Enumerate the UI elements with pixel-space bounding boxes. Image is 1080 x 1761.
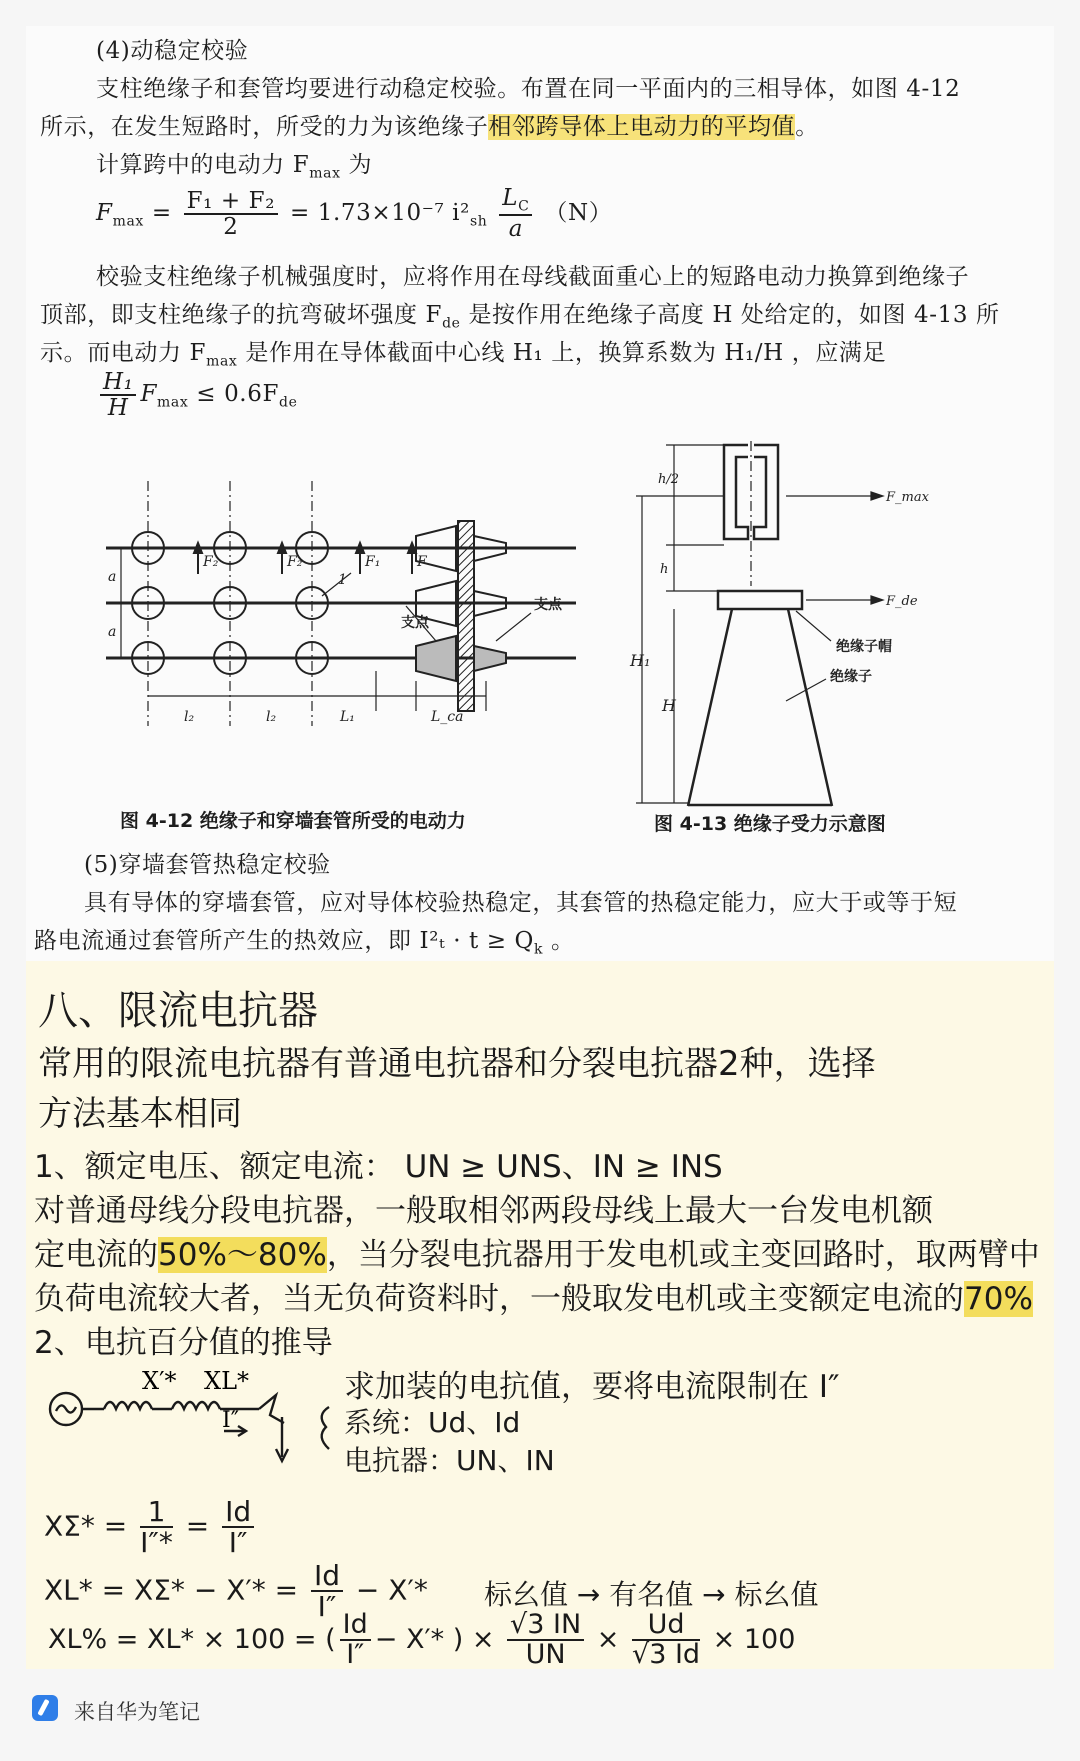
highlighted-phrase: 相邻跨导体上电动力的平均值 <box>488 114 796 140</box>
f2-rhs-sub: max <box>157 394 189 411</box>
f1-lhs-sub: max <box>112 213 144 230</box>
figure-4-12 <box>76 481 576 751</box>
f1-f2-den: a <box>508 216 524 243</box>
equation-3 <box>48 1611 795 1670</box>
figure-4-12-caption: 图 4-12 绝缘子和穿墙套管所受的电动力 <box>120 810 466 832</box>
equation-1 <box>44 1497 258 1558</box>
p3-l3-end: 是作用在导体截面中心线 H₁ 上，换算系数为 H₁/H ，应满足 <box>237 340 887 366</box>
notes-line-3: 1、额定电压、额定电流： UN ≥ UNS、IN ≥ INS <box>34 1149 723 1185</box>
label-fde: F_de <box>886 594 918 609</box>
label-H1: H₁ <box>630 651 651 670</box>
paragraph-3-line-3 <box>40 334 886 370</box>
f1-mid-sub: sh <box>469 213 488 230</box>
label-xl: XL* <box>204 1367 250 1395</box>
p2-text: 计算跨中的电动力 F <box>96 152 310 178</box>
conversion-note: 标幺值 → 有名值 → 标幺值 <box>484 1578 819 1611</box>
section-5-title: (5)穿墙套管热稳定校验 <box>84 852 331 878</box>
f2-rel: ≤ 0.6F <box>188 381 280 408</box>
p2-end: 为 <box>340 152 373 178</box>
footer-source[interactable] <box>26 1686 1054 1736</box>
label-h-half: h/2 <box>658 472 680 487</box>
label-l1: L₁ <box>340 709 355 725</box>
notes-line-7: 2、电抗百分值的推导 <box>34 1325 333 1361</box>
eq1-f2-num: Id <box>222 1497 254 1528</box>
label-lca: L_ca <box>431 709 464 725</box>
formula-fmax <box>96 186 612 242</box>
label-zhidian-2: 支点 <box>534 597 562 613</box>
eq3-end: × 100 <box>712 1623 796 1655</box>
label-h: h <box>660 562 669 577</box>
f1-fraction-2 <box>499 186 532 242</box>
eq3-f1-num: Id <box>340 1611 371 1641</box>
figure-4-13-caption: 图 4-13 绝缘子受力示意图 <box>654 813 886 835</box>
notes-highlight-70: 70% <box>964 1281 1033 1317</box>
paragraph-3-line-1: 校验支柱绝缘子机械强度时，应将作用在母线截面重心上的短路电动力换算到绝缘子 <box>96 264 970 290</box>
notes-line-5 <box>34 1229 1040 1274</box>
p3-l2-end: 是按作用在绝缘子高度 H 处给定的，如图 4-13 所 <box>460 302 1000 328</box>
p4-l2-sub: k <box>534 941 544 958</box>
label-l2-a: l₂ <box>184 709 195 725</box>
notes-line-6 <box>34 1273 1033 1318</box>
f2-rel-sub: de <box>279 394 298 411</box>
eq2-lhs: XL* = XΣ* − X′* = <box>44 1573 299 1607</box>
p3-l3-sub: max <box>206 353 238 370</box>
eq3-frac-2 <box>507 1611 584 1670</box>
label-insulator: 绝缘子 <box>830 669 872 685</box>
notes-title: 八、限流电抗器 <box>38 988 318 1034</box>
paragraph-1-line-2 <box>40 108 819 141</box>
notes-line-4: 对普通母线分段电抗器，一般取相邻两段母线上最大一台发电机额 <box>34 1193 933 1229</box>
p4-l2-end: 。 <box>543 928 575 954</box>
paragraph-1-text: 所示，在发生短路时，所受的力为该绝缘子 <box>40 114 489 140</box>
p3-l3-text: 示。而电动力 F <box>40 340 207 366</box>
label-insulator-cap: 绝缘子帽 <box>836 639 892 655</box>
notes-line-2: 方法基本相同 <box>38 1094 242 1134</box>
paragraph-4-line-1: 具有导体的穿墙套管，应对导体校验热稳定，其套管的热稳定能力，应大于或等于短 <box>84 890 958 916</box>
f2-num: H₁ <box>100 370 136 396</box>
eq3-lhs: XL% = XL* × 100 = ( <box>48 1623 336 1655</box>
f1-fraction <box>184 189 278 239</box>
section-4-title: (4)动稳定校验 <box>96 38 249 64</box>
paragraph-2 <box>96 146 372 182</box>
paragraph-1-line-1: 支柱绝缘子和套管均要进行动稳定校验。布置在同一平面内的三相导体，如图 4-12 <box>96 76 961 102</box>
notes-line-1: 常用的限流电抗器有普通电抗器和分裂电抗器2种，选择 <box>38 1044 876 1084</box>
handwritten-notes <box>26 961 1054 1669</box>
formula-condition <box>96 370 297 420</box>
eq3-frac-3 <box>632 1611 700 1670</box>
label-1: 1 <box>338 572 347 588</box>
f1-f2-num-sub: C <box>518 198 530 215</box>
f2-fraction <box>100 370 136 420</box>
f1-mid: = 1.73×10⁻⁷ i² <box>289 200 470 227</box>
eq3-mid: − X′* ) × <box>374 1623 495 1655</box>
eq1-eq: = <box>185 1509 210 1543</box>
eq2-end: − X′* <box>355 1573 428 1607</box>
label-f2-b: F₂ <box>287 554 303 570</box>
label-a-2: a <box>108 624 117 640</box>
label-zhidian-1: 支点 <box>401 615 429 631</box>
f1-den: 2 <box>223 214 239 241</box>
eq3-frac-1 <box>340 1611 371 1670</box>
circuit-sketch <box>44 1357 334 1467</box>
eq1-lhs: XΣ* = <box>44 1509 128 1543</box>
notes-side-1: 求加装的电抗值，要将电流限制在 I″ <box>344 1369 840 1405</box>
f1-eq: = <box>151 200 172 227</box>
label-i2: I″ <box>222 1408 239 1433</box>
eq1-f2-den: I″ <box>228 1526 248 1560</box>
p4-l2-text: 路电流通过套管所产生的热效应，即 I²ₜ · t ≥ Q <box>34 928 535 954</box>
huawei-notes-icon <box>32 1695 58 1721</box>
footer-text: 来自华为笔记 <box>74 1700 200 1724</box>
f1-unit: （N） <box>544 200 613 227</box>
label-l2-b: l₂ <box>266 709 277 725</box>
label-xs: X′* <box>142 1367 177 1395</box>
notes-line-5-end: ，当分裂电抗器用于发电机或主变回路时，取两臂中 <box>326 1237 1040 1273</box>
figure-4-13 <box>630 441 966 801</box>
label-a-1: a <box>108 569 117 585</box>
p3-l2-sub: de <box>442 315 461 332</box>
eq1-frac-2 <box>222 1497 254 1558</box>
label-fmax: F_max <box>886 490 929 505</box>
label-f1: F₁ <box>365 554 381 570</box>
eq1-frac-1 <box>140 1497 173 1558</box>
eq3-f2-den: UN <box>525 1639 566 1671</box>
notes-line-5-text: 定电流的 <box>34 1237 158 1273</box>
p3-l2-text: 顶部，即支柱绝缘子的抗弯破坏强度 F <box>40 302 443 328</box>
eq1-f1-den: I″* <box>140 1526 173 1560</box>
eq1-f1-num: 1 <box>140 1497 173 1528</box>
notes-highlight-percent: 50%～80% <box>158 1237 327 1273</box>
f2-rhs: F <box>140 381 158 408</box>
paragraph-1-end: 。 <box>795 114 819 140</box>
notes-line-6-text: 负荷电流较大者，当无负荷资料时，一般取发电机或主变额定电流的 <box>34 1281 964 1317</box>
eq2-f-den: I″ <box>317 1590 337 1624</box>
eq3-f2-num: √3 IN <box>507 1611 584 1641</box>
f1-num: F₁ + F₂ <box>184 189 278 215</box>
notes-side-2: 系统：Ud、Id <box>344 1406 521 1439</box>
paragraph-3-line-2 <box>40 296 1000 332</box>
label-f2-a: F₂ <box>203 554 219 570</box>
eq2-f-num: Id <box>311 1561 343 1592</box>
label-f: F <box>417 554 427 570</box>
eq3-times: × <box>596 1623 620 1655</box>
f1-f2-num: L <box>502 185 519 211</box>
f2-den: H <box>107 395 129 422</box>
eq3-f3-num: Ud <box>632 1611 700 1641</box>
eq3-f3-den: √3 Id <box>631 1639 701 1671</box>
notes-side-3: 电抗器：UN、IN <box>344 1444 555 1477</box>
eq3-f1-den: I″ <box>346 1639 365 1671</box>
printed-textbook-page <box>26 26 1054 961</box>
f1-lhs: F <box>96 200 113 227</box>
paragraph-4-line-2 <box>34 922 575 958</box>
label-H: H <box>662 696 676 715</box>
p2-sub: max <box>309 165 341 182</box>
